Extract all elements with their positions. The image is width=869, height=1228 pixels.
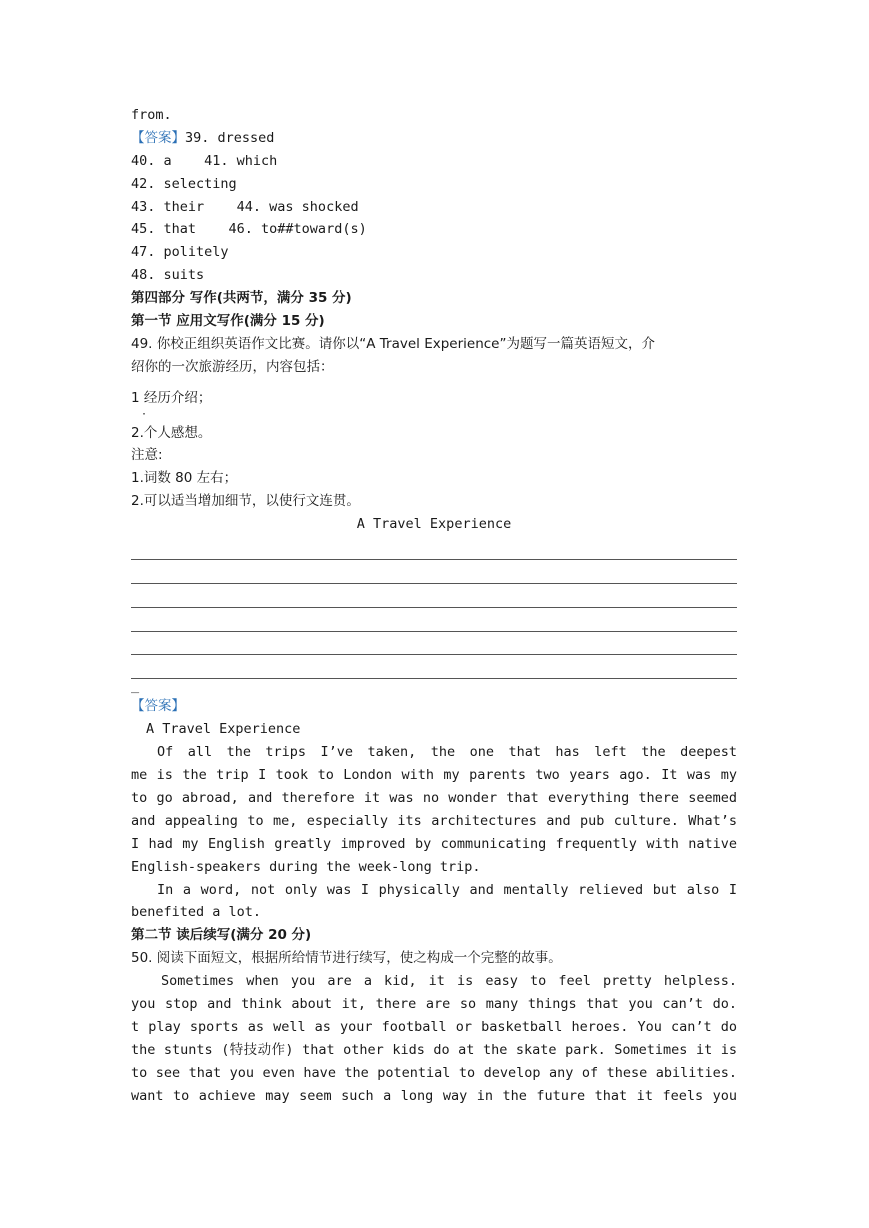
essay-p1-line: to go abroad, and therefore it was no wonder that everything there seemed bbox=[131, 789, 737, 806]
part4-heading: 第四部分 写作(共两节，满分 35 分) bbox=[131, 290, 352, 307]
essay-p1-line: me is the trip I took to London with my parents two years ago. It was my bbox=[131, 767, 737, 784]
note-1: 1.词数 80 左右； bbox=[131, 470, 238, 487]
passage-line: Sometimes when you are a kid, it is easy to feel pretty helpless. bbox=[161, 973, 737, 990]
passage-line: you stop and think about it, there are so many things that you can’t do. bbox=[131, 995, 737, 1012]
essay-p2-line: benefited a lot. bbox=[131, 904, 262, 921]
q50-prompt: 50. 阅读下面短文，根据所给情节进行续写，使之构成一个完整的故事。 bbox=[131, 950, 562, 967]
essay-answer-title: A Travel Experience bbox=[146, 721, 301, 738]
document-page bbox=[131, 104, 737, 1107]
writing-line bbox=[131, 560, 737, 584]
essay-p1-line: English-speakers during the week-long trip. bbox=[131, 858, 481, 875]
essay-p2-line: In a word, not only was I physically and mentally relieved but also I bbox=[157, 881, 737, 898]
writing-line bbox=[131, 608, 737, 632]
passage-line: the stunts (特技动作) that other kids do at the skate park. Sometimes it is bbox=[131, 1041, 737, 1058]
note-2: 2.可以适当增加细节，以使行文连贯。 bbox=[131, 493, 360, 510]
passage-line: to see that you even have the potential to develop any of these abilities. bbox=[131, 1064, 737, 1081]
essay-p1-line: I had my English greatly improved by communicating frequently with native bbox=[131, 835, 737, 852]
answer-line-47: 47. politely bbox=[131, 244, 229, 261]
q49-line2: 绍你的一次旅游经历，内容包括： bbox=[131, 358, 334, 375]
essay-answer-tag: 【答案】 bbox=[131, 698, 185, 715]
writing-line bbox=[131, 584, 737, 608]
essay-title: A Travel Experience bbox=[356, 516, 512, 533]
writing-line bbox=[131, 655, 737, 679]
q49-line1: 49. 你校正组织英语作文比赛。请你以“A Travel Experience”为题写一篇英语短文，介 bbox=[131, 335, 655, 352]
section1-heading: 第一节 应用文写作(满分 15 分) bbox=[131, 313, 325, 330]
writing-line bbox=[131, 536, 737, 560]
stray-dot: · bbox=[141, 408, 148, 420]
essay-p1-line: and appealing to me, especially its architectures and pub culture. What’s bbox=[131, 812, 737, 829]
q49-item2: 2.个人感想。 bbox=[131, 424, 212, 441]
writing-line bbox=[131, 632, 737, 656]
q49-item1: 1 经历介绍； bbox=[131, 389, 212, 406]
passage-line: t play sports as well as your football or basketball heroes. You can’t do bbox=[131, 1018, 737, 1035]
answer-tag: 【答案】 bbox=[131, 129, 185, 146]
answer-line-48: 48. suits bbox=[131, 267, 205, 284]
notes-label: 注意: bbox=[131, 447, 163, 464]
answer-line-39: 【答案】39. dressed bbox=[131, 129, 275, 146]
essay-p1-line: Of all the trips I’ve taken, the one that has left the deepest bbox=[157, 744, 737, 761]
answer-line-43-44: 43. their 44. was shocked bbox=[131, 198, 359, 215]
answer-lead: from. bbox=[131, 107, 172, 123]
answer-line-45-46: 45. that 46. to##toward(s) bbox=[131, 221, 367, 238]
answer-line-42: 42. selecting bbox=[131, 175, 237, 192]
section2-heading: 第二节 读后续写(满分 20 分) bbox=[131, 927, 312, 944]
stray-mark: _ bbox=[131, 679, 140, 695]
answer-line-40-41: 40. a 41. which bbox=[131, 152, 278, 169]
passage-line: want to achieve may seem such a long way in the future that it feels you bbox=[131, 1087, 737, 1104]
